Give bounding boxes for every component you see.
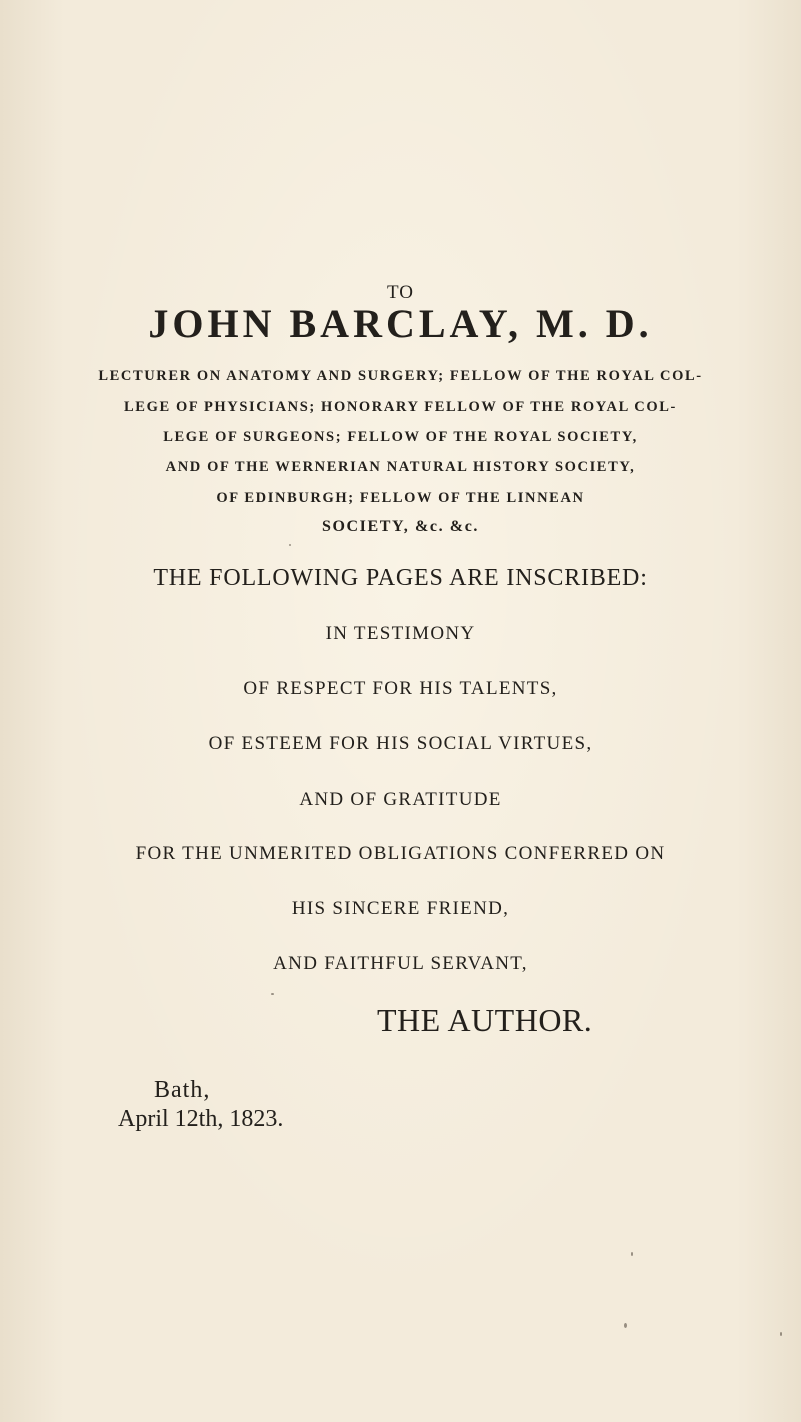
inscription-heading: THE FOLLOWING PAGES ARE INSCRIBED:: [153, 565, 648, 591]
dedicatee-name: JOHN BARCLAY, M. D.: [148, 301, 653, 346]
paper-speck: [624, 1323, 627, 1328]
dedication-body-line: OF ESTEEM FOR HIS SOCIAL VIRTUES,: [208, 733, 593, 754]
author-signature: THE AUTHOR.: [377, 1002, 593, 1038]
dedication-place: Bath,: [154, 1077, 211, 1103]
dedicatee-title-line: SOCIETY, &c. &c.: [321, 518, 479, 535]
dedicatee-title-line: LEGE OF SURGEONS; FELLOW OF THE ROYAL SOCIETY,: [163, 429, 638, 445]
paper-speck: [271, 993, 274, 995]
paper-speck: [631, 1252, 633, 1256]
dedication-body-line: AND FAITHFUL SERVANT,: [273, 953, 528, 974]
dedicatee-title-line: OF EDINBURGH; FELLOW OF THE LINNEAN: [216, 490, 585, 506]
dedication-to: TO: [387, 282, 414, 303]
dedication-body-line: FOR THE UNMERITED OBLIGATIONS CONFERRED ON: [135, 843, 666, 864]
paper-speck: [780, 1332, 782, 1336]
dedication-body-line: IN TESTIMONY: [325, 623, 476, 644]
paper-speck: [289, 544, 291, 546]
dedicatee-title-line: LECTURER ON ANATOMY AND SURGERY; FELLOW OF THE ROYAL COL-: [98, 368, 703, 384]
dedicatee-title-line: AND OF THE WERNERIAN NATURAL HISTORY SOCIETY,: [165, 459, 636, 475]
dedicatee-title-line: LEGE OF PHYSICIANS; HONORARY FELLOW OF THE ROYAL COL-: [124, 399, 677, 415]
dedication-date: April 12th, 1823.: [118, 1106, 284, 1132]
dedication-body-line: AND OF GRATITUDE: [299, 789, 502, 810]
dedication-body-line: OF RESPECT FOR HIS TALENTS,: [243, 678, 558, 699]
dedication-body-line: HIS SINCERE FRIEND,: [291, 898, 510, 919]
